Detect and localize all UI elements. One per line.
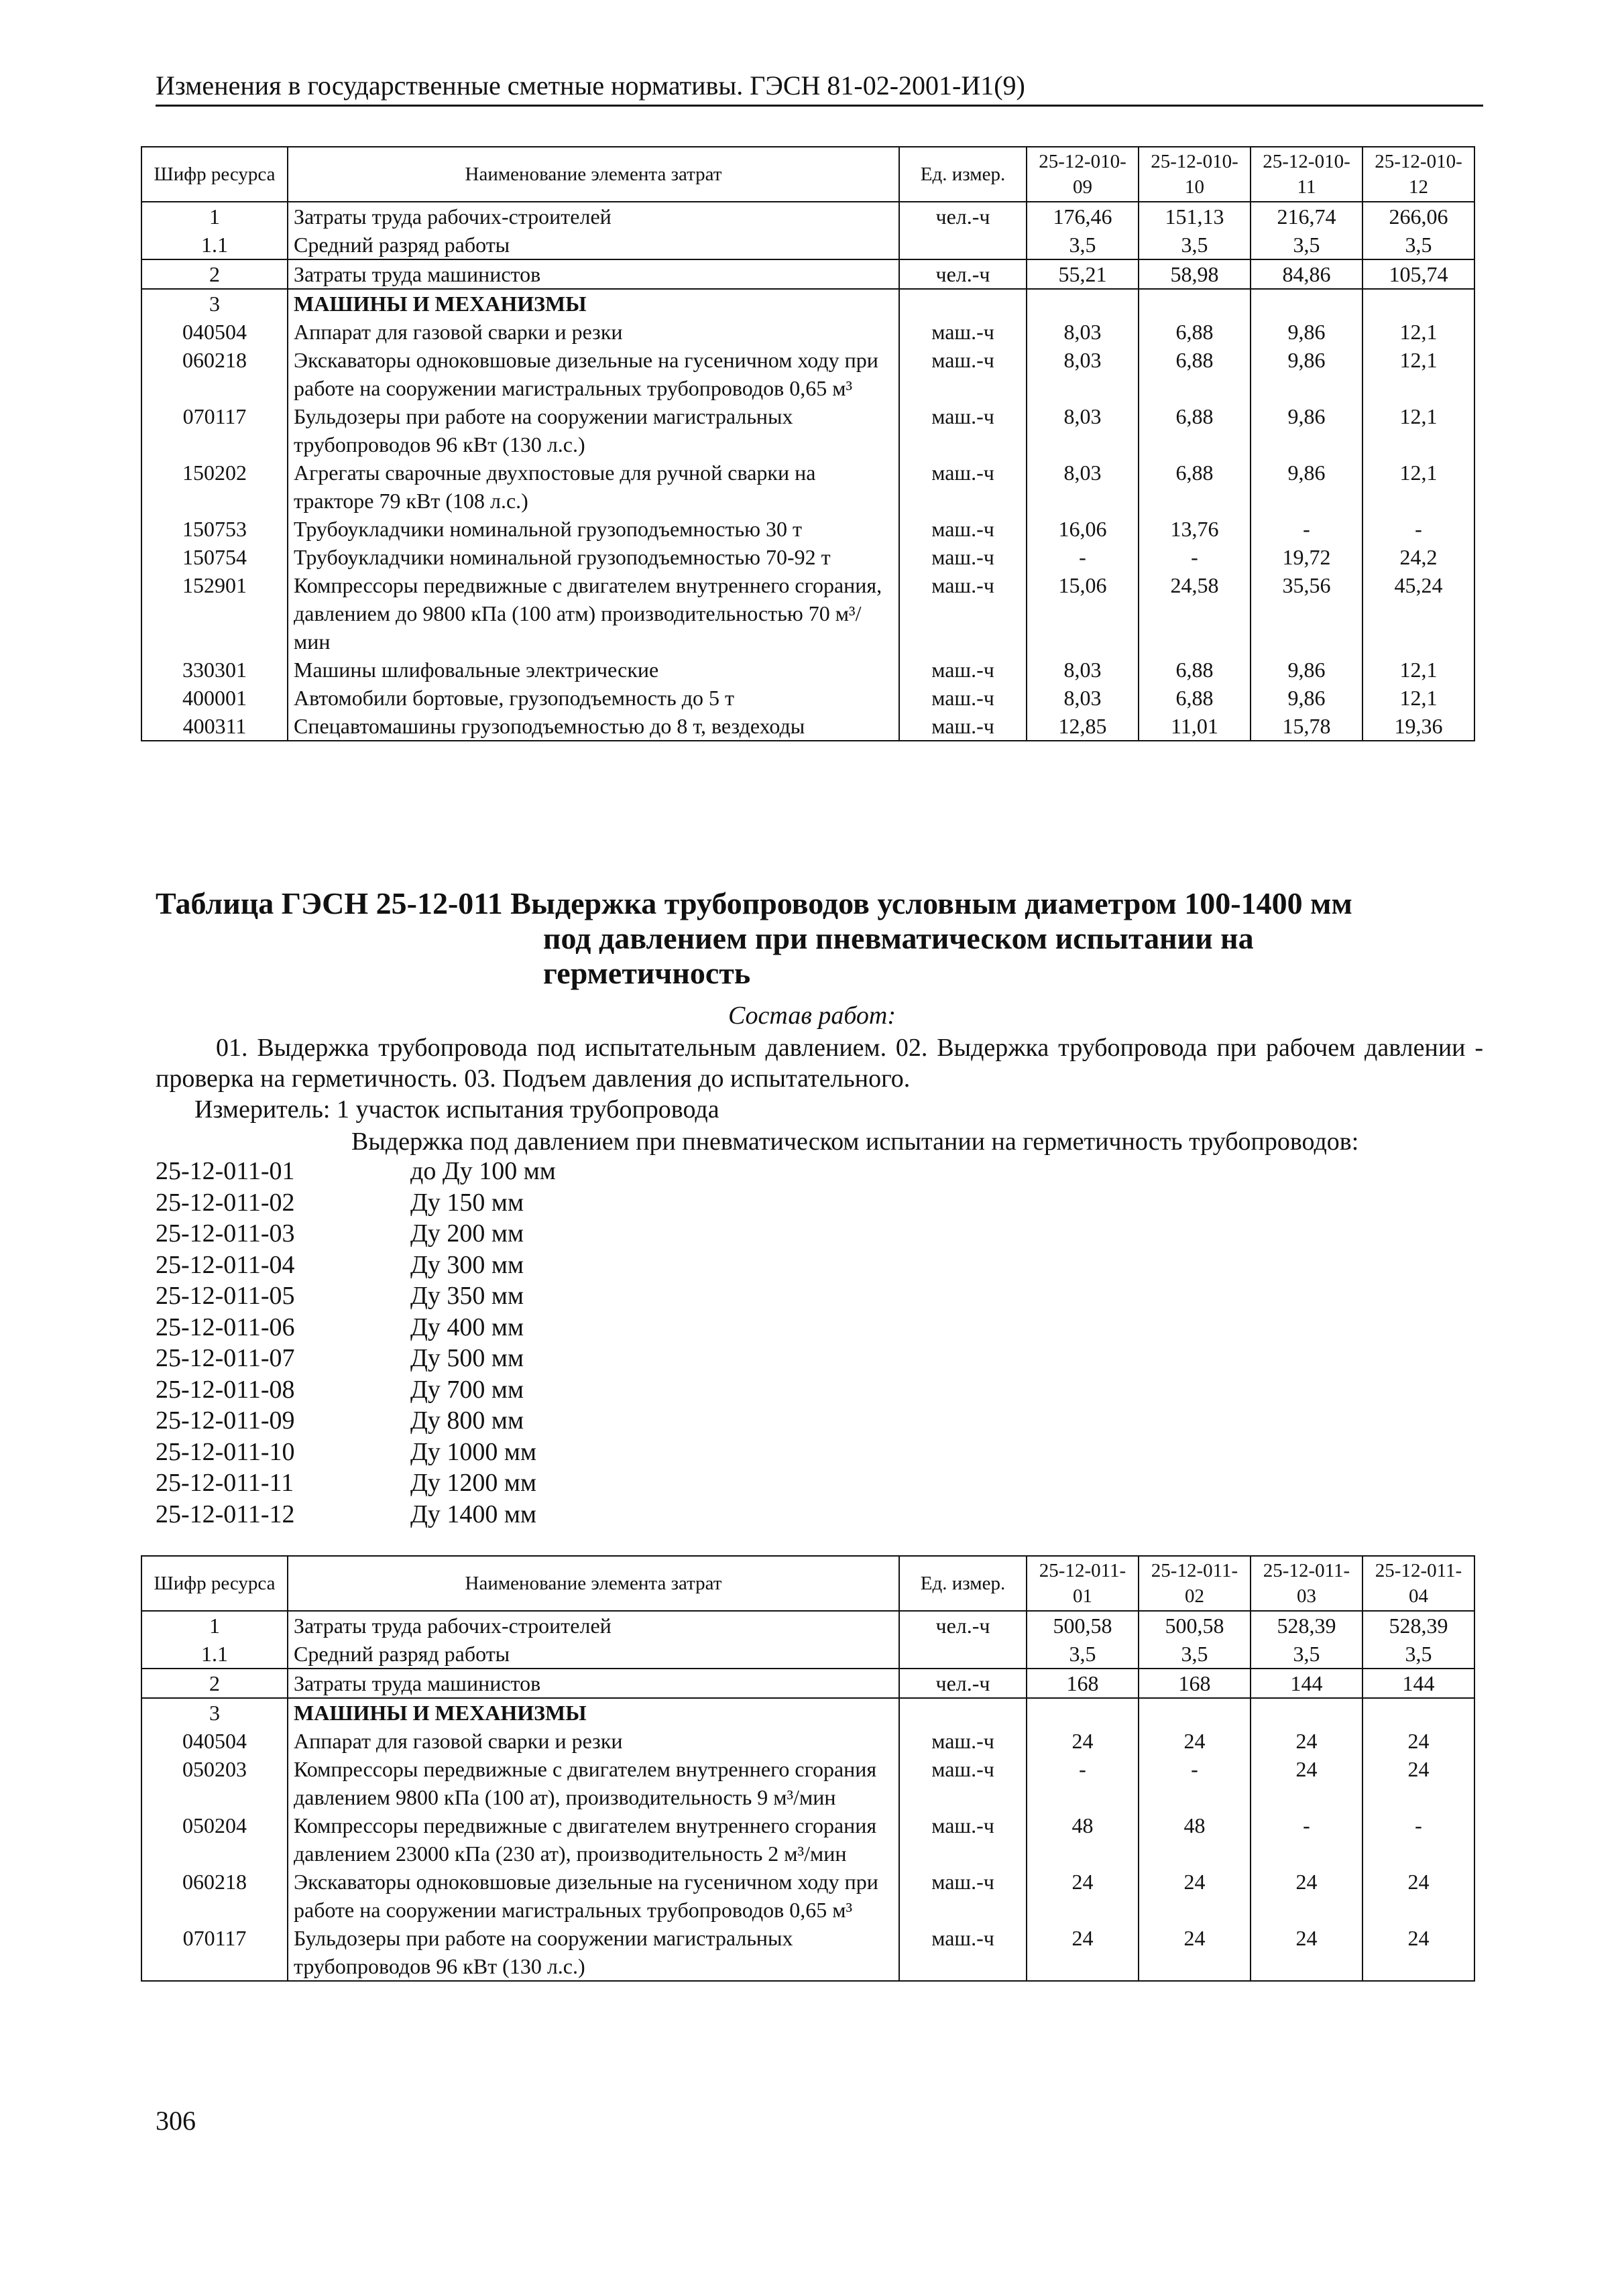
table-row <box>141 231 1474 259</box>
resource-value: 8,03 <box>1027 656 1139 684</box>
resource-code: 1 <box>141 202 288 231</box>
resource-code: 1.1 <box>141 231 288 259</box>
resource-value <box>1027 231 1139 259</box>
header-code: Шифр ресурса <box>141 1556 288 1611</box>
norm-description: Ду 150 мм <box>410 1188 524 1217</box>
resource-value <box>1251 1611 1362 1640</box>
norm-code: 25-12-011-07 <box>156 1344 295 1372</box>
table-row <box>141 259 1474 289</box>
table-row <box>141 1698 1474 1727</box>
resource-name: Бульдозеры при работе на сооружении магистральных трубопроводов 96 кВт (130 л.с.) <box>288 402 899 459</box>
resource-unit: чел.-ч <box>899 259 1027 289</box>
norm-code-row <box>156 1467 556 1499</box>
norm-description: Ду 800 мм <box>410 1406 524 1435</box>
resource-code: 152901 <box>141 571 288 656</box>
value-text: 3,5 <box>1069 1642 1096 1666</box>
resource-value: 8,03 <box>1027 346 1139 402</box>
resource-name: Компрессоры передвижные с двигателем внутреннего сгорания давлением 23000 кПа (230 ат), производительность 2 м³/мин <box>288 1811 899 1868</box>
header-code: Шифр ресурса <box>141 147 288 202</box>
resource-unit: чел.-ч <box>899 1669 1027 1698</box>
value-text: 151,13 <box>1165 204 1224 229</box>
resource-unit <box>899 1698 1027 1727</box>
value-text: 84,86 <box>1282 262 1331 286</box>
resource-unit: маш.-ч <box>899 543 1027 571</box>
norm-code-row <box>156 1374 556 1406</box>
resource-value <box>1027 1611 1139 1640</box>
table-title <box>156 886 1483 991</box>
resource-value: 24 <box>1027 1924 1139 1981</box>
resource-value: 9,86 <box>1251 318 1362 346</box>
resource-value: 24,2 <box>1362 543 1474 571</box>
resource-value: 24 <box>1251 1727 1362 1755</box>
resource-code: 060218 <box>141 1868 288 1924</box>
table-row <box>141 289 1474 318</box>
resource-value: 13,76 <box>1139 515 1251 543</box>
resource-value: - <box>1362 515 1474 543</box>
resource-code: 040504 <box>141 318 288 346</box>
resource-unit: маш.-ч <box>899 571 1027 656</box>
value-text: 168 <box>1066 1671 1099 1695</box>
resource-value: 9,86 <box>1251 459 1362 515</box>
header-norm-code: 25-12-010-12 <box>1362 147 1474 202</box>
resource-value <box>1251 1698 1362 1727</box>
work-composition-heading: Состав работ: <box>728 1002 896 1030</box>
header-unit: Ед. измер. <box>899 1556 1027 1611</box>
resource-value <box>1362 1640 1474 1669</box>
norm-description: Ду 200 мм <box>410 1219 524 1248</box>
value-text: 3,5 <box>1069 233 1096 257</box>
resource-value: - <box>1251 1811 1362 1868</box>
header-norm-code: 25-12-010-10 <box>1139 147 1251 202</box>
resource-unit: маш.-ч <box>899 515 1027 543</box>
resource-code: 060218 <box>141 346 288 402</box>
norm-description: Ду 500 мм <box>410 1344 524 1372</box>
table-row <box>141 684 1474 712</box>
norm-code-row <box>156 1187 556 1219</box>
value-text: 3,5 <box>1181 1642 1208 1666</box>
resource-unit: маш.-ч <box>899 318 1027 346</box>
resource-code: 3 <box>141 289 288 318</box>
resource-unit: маш.-ч <box>899 712 1027 741</box>
resource-unit: маш.-ч <box>899 684 1027 712</box>
resource-value: - <box>1027 1755 1139 1811</box>
resource-value: 12,1 <box>1362 684 1474 712</box>
resource-value <box>1139 1640 1251 1669</box>
table-title-line-3: герметичность <box>543 956 751 990</box>
norm-description: Ду 300 мм <box>410 1250 524 1279</box>
resource-unit <box>899 1640 1027 1669</box>
resource-code: 050204 <box>141 1811 288 1868</box>
norm-description: Ду 1400 мм <box>410 1500 537 1528</box>
resource-value <box>1139 1611 1251 1640</box>
norm-description: Ду 700 мм <box>410 1375 524 1404</box>
table-row <box>141 1727 1474 1755</box>
header-norm-code: 25-12-011-01 <box>1027 1556 1139 1611</box>
table-row <box>141 1640 1474 1669</box>
resource-value: 48 <box>1027 1811 1139 1868</box>
table-row <box>141 1811 1474 1868</box>
resource-code: 400311 <box>141 712 288 741</box>
value-text: 168 <box>1178 1671 1211 1695</box>
value-text: 176,46 <box>1053 204 1112 229</box>
value-text: 3,5 <box>1405 233 1432 257</box>
norm-description: Ду 1200 мм <box>410 1469 537 1497</box>
norm-code-row <box>156 1499 556 1530</box>
resource-name: Трубоукладчики номинальной грузоподъемностью 30 т <box>288 515 899 543</box>
norm-code-row <box>156 1312 556 1343</box>
norm-code: 25-12-011-08 <box>156 1375 295 1404</box>
norm-code: 25-12-011-06 <box>156 1313 295 1341</box>
resource-value <box>1139 259 1251 289</box>
resource-value: 24,58 <box>1139 571 1251 656</box>
resource-value: 6,88 <box>1139 684 1251 712</box>
norm-code: 25-12-011-02 <box>156 1188 295 1217</box>
resource-value <box>1027 289 1139 318</box>
table-row <box>141 318 1474 346</box>
resource-value: 15,06 <box>1027 571 1139 656</box>
resource-name: МАШИНЫ И МЕХАНИЗМЫ <box>288 1698 899 1727</box>
resource-unit <box>899 231 1027 259</box>
norm-code-row <box>156 1405 556 1437</box>
resource-value: 35,56 <box>1251 571 1362 656</box>
table-row <box>141 1868 1474 1924</box>
resource-value <box>1362 1698 1474 1727</box>
resource-value <box>1139 1698 1251 1727</box>
resource-value <box>1027 1669 1139 1698</box>
header-norm-code: 25-12-010-09 <box>1027 147 1139 202</box>
resource-value: 24 <box>1139 1868 1251 1924</box>
resource-code: 050203 <box>141 1755 288 1811</box>
resource-code: 1.1 <box>141 1640 288 1669</box>
header-unit: Ед. измер. <box>899 147 1027 202</box>
resource-code: 150202 <box>141 459 288 515</box>
resource-name: Спецавтомашины грузоподъемностью до 8 т, вездеходы <box>288 712 899 741</box>
resource-name: Экскаваторы одноковшовые дизельные на гусеничном ходу при работе на сооружении магистральных трубопроводов 0,65 м³ <box>288 346 899 402</box>
resource-code: 070117 <box>141 402 288 459</box>
resource-code: 3 <box>141 1698 288 1727</box>
resource-value <box>1251 202 1362 231</box>
resource-value <box>1027 1698 1139 1727</box>
resource-value: 24 <box>1362 1868 1474 1924</box>
resource-value: 12,1 <box>1362 318 1474 346</box>
table-row <box>141 402 1474 459</box>
resource-value: 6,88 <box>1139 459 1251 515</box>
resource-value: 9,86 <box>1251 684 1362 712</box>
header-norm-code: 25-12-011-02 <box>1139 1556 1251 1611</box>
resource-value: 6,88 <box>1139 402 1251 459</box>
resource-value: 24 <box>1139 1727 1251 1755</box>
resource-value: 12,1 <box>1362 656 1474 684</box>
norm-code: 25-12-011-01 <box>156 1157 295 1185</box>
resource-value: 24 <box>1362 1727 1474 1755</box>
resource-table-1 <box>141 146 1475 741</box>
resource-value: 16,06 <box>1027 515 1139 543</box>
resource-name: МАШИНЫ И МЕХАНИЗМЫ <box>288 289 899 318</box>
norm-description: до Ду 100 мм <box>410 1157 556 1185</box>
norm-code-row <box>156 1343 556 1374</box>
header-norm-code: 25-12-011-03 <box>1251 1556 1362 1611</box>
table-row <box>141 515 1474 543</box>
header-norm-code: 25-12-011-04 <box>1362 1556 1474 1611</box>
resource-name: Автомобили бортовые, грузоподъемность до 5 т <box>288 684 899 712</box>
resource-value <box>1251 1669 1362 1698</box>
resource-name: Трубоукладчики номинальной грузоподъемностью 70-92 т <box>288 543 899 571</box>
resource-value: 8,03 <box>1027 318 1139 346</box>
resource-value: 9,86 <box>1251 346 1362 402</box>
norm-code-list <box>156 1156 556 1530</box>
resource-value <box>1362 1669 1474 1698</box>
resource-name: Затраты труда машинистов <box>288 1669 899 1698</box>
resource-value <box>1139 289 1251 318</box>
resource-value: 15,78 <box>1251 712 1362 741</box>
resource-code: 070117 <box>141 1924 288 1981</box>
value-text: 500,58 <box>1165 1614 1224 1638</box>
norm-code: 25-12-011-11 <box>156 1469 294 1497</box>
resource-value <box>1027 202 1139 231</box>
resource-unit: маш.-ч <box>899 346 1027 402</box>
table-title-line-1: Таблица ГЭСН 25-12-011 Выдержка трубопроводов условным диаметром 100-1400 мм <box>156 886 1352 920</box>
resource-value: 19,36 <box>1362 712 1474 741</box>
value-text: 144 <box>1290 1671 1323 1695</box>
resource-value: 12,1 <box>1362 346 1474 402</box>
table-header-row <box>141 147 1474 202</box>
resource-value: 24 <box>1251 1924 1362 1981</box>
table-row <box>141 571 1474 656</box>
running-head: Изменения в государственные сметные нормативы. ГЭСН 81-02-2001-И1(9) <box>156 67 1483 107</box>
page-number: 306 <box>156 2106 196 2136</box>
value-text: 58,98 <box>1170 262 1219 286</box>
resource-name: Средний разряд работы <box>288 231 899 259</box>
resource-value: 9,86 <box>1251 402 1362 459</box>
table-row <box>141 1611 1474 1640</box>
norms-intro: Выдержка под давлением при пневматическом испытании на герметичность трубопроводов: <box>351 1128 1359 1156</box>
table-row <box>141 712 1474 741</box>
resource-value <box>1362 1611 1474 1640</box>
value-text: 144 <box>1402 1671 1435 1695</box>
resource-value <box>1027 259 1139 289</box>
header-norm-code: 25-12-010-11 <box>1251 147 1362 202</box>
header-name: Наименование элемента затрат <box>288 147 899 202</box>
table-row <box>141 202 1474 231</box>
resource-value <box>1362 289 1474 318</box>
resource-value: 11,01 <box>1139 712 1251 741</box>
resource-value: 9,86 <box>1251 656 1362 684</box>
resource-value <box>1362 231 1474 259</box>
resource-value: 6,88 <box>1139 656 1251 684</box>
resource-value: 24 <box>1251 1868 1362 1924</box>
resource-unit: маш.-ч <box>899 1755 1027 1811</box>
resource-unit: маш.-ч <box>899 402 1027 459</box>
norm-code-row <box>156 1250 556 1281</box>
resource-unit: чел.-ч <box>899 202 1027 231</box>
value-text: 3,5 <box>1293 233 1320 257</box>
resource-value <box>1362 259 1474 289</box>
table-row <box>141 1755 1474 1811</box>
table-row <box>141 656 1474 684</box>
resource-value: 6,88 <box>1139 346 1251 402</box>
resource-unit: маш.-ч <box>899 459 1027 515</box>
value-text: 3,5 <box>1293 1642 1320 1666</box>
resource-value: 12,85 <box>1027 712 1139 741</box>
resource-name: Экскаваторы одноковшовые дизельные на гусеничном ходу при работе на сооружении магистральных трубопроводов 0,65 м³ <box>288 1868 899 1924</box>
resource-value: 8,03 <box>1027 684 1139 712</box>
resource-name: Затраты труда рабочих-строителей <box>288 202 899 231</box>
resource-value: - <box>1251 515 1362 543</box>
resource-unit: маш.-ч <box>899 1811 1027 1868</box>
measure-unit: Измеритель: 1 участок испытания трубопровода <box>194 1095 719 1124</box>
norm-code-row <box>156 1280 556 1312</box>
resource-name: Компрессоры передвижные с двигателем внутреннего сгорания давлением 9800 кПа (100 ат), производительность 9 м³/мин <box>288 1755 899 1811</box>
value-text: 500,58 <box>1053 1614 1112 1638</box>
norm-code: 25-12-011-10 <box>156 1437 295 1466</box>
norm-description: Ду 350 мм <box>410 1282 524 1310</box>
table-row <box>141 1669 1474 1698</box>
resource-value: 24 <box>1027 1727 1139 1755</box>
resource-value: - <box>1362 1811 1474 1868</box>
resource-name: Затраты труда рабочих-строителей <box>288 1611 899 1640</box>
resource-name: Аппарат для газовой сварки и резки <box>288 318 899 346</box>
resource-name: Аппарат для газовой сварки и резки <box>288 1727 899 1755</box>
resource-name: Средний разряд работы <box>288 1640 899 1669</box>
resource-value: 12,1 <box>1362 402 1474 459</box>
norm-code-row <box>156 1437 556 1468</box>
resource-value: - <box>1139 1755 1251 1811</box>
norm-code: 25-12-011-05 <box>156 1282 295 1310</box>
resource-value: 8,03 <box>1027 402 1139 459</box>
resource-name: Машины шлифовальные электрические <box>288 656 899 684</box>
norm-description: Ду 1000 мм <box>410 1437 537 1466</box>
value-text: 216,74 <box>1277 204 1336 229</box>
resource-value: 45,24 <box>1362 571 1474 656</box>
resource-code: 1 <box>141 1611 288 1640</box>
resource-value <box>1251 259 1362 289</box>
resource-name: Затраты труда машинистов <box>288 259 899 289</box>
resource-value <box>1139 231 1251 259</box>
resource-value <box>1251 1640 1362 1669</box>
resource-name: Бульдозеры при работе на сооружении магистральных трубопроводов 96 кВт (130 л.с.) <box>288 1924 899 1981</box>
resource-value <box>1362 202 1474 231</box>
resource-value: 6,88 <box>1139 318 1251 346</box>
table-header-row <box>141 1556 1474 1611</box>
resource-unit: маш.-ч <box>899 1924 1027 1981</box>
norm-code: 25-12-011-12 <box>156 1500 295 1528</box>
value-text: 266,06 <box>1389 204 1448 229</box>
resource-unit: маш.-ч <box>899 1727 1027 1755</box>
resource-code: 400001 <box>141 684 288 712</box>
resource-value <box>1139 202 1251 231</box>
resource-unit: маш.-ч <box>899 1868 1027 1924</box>
value-text: 3,5 <box>1405 1642 1432 1666</box>
value-text: 3,5 <box>1181 233 1208 257</box>
resource-value: 24 <box>1362 1924 1474 1981</box>
resource-code: 150753 <box>141 515 288 543</box>
table-row <box>141 346 1474 402</box>
norm-code: 25-12-011-04 <box>156 1250 295 1279</box>
value-text: 528,39 <box>1389 1614 1448 1638</box>
resource-value: - <box>1027 543 1139 571</box>
resource-value: 48 <box>1139 1811 1251 1868</box>
norm-code-row <box>156 1156 556 1187</box>
resource-value <box>1251 289 1362 318</box>
table-row <box>141 459 1474 515</box>
resource-value <box>1251 231 1362 259</box>
table-row <box>141 543 1474 571</box>
table-row <box>141 1924 1474 1981</box>
resource-value: - <box>1139 543 1251 571</box>
norm-code: 25-12-011-09 <box>156 1406 295 1435</box>
resource-code: 2 <box>141 259 288 289</box>
value-text: 55,21 <box>1058 262 1107 286</box>
resource-name: Агрегаты сварочные двухпостовые для ручной сварки на тракторе 79 кВт (108 л.с.) <box>288 459 899 515</box>
resource-value <box>1139 1669 1251 1698</box>
norm-description: Ду 400 мм <box>410 1313 524 1341</box>
resource-table-2 <box>141 1555 1475 1982</box>
table-title-line-2: под давлением при пневматическом испытании на <box>543 921 1254 955</box>
resource-code: 330301 <box>141 656 288 684</box>
resource-name: Компрессоры передвижные с двигателем внутреннего сгорания, давлением до 9800 кПа (100 атм) производительностью 70 м³/мин <box>288 571 899 656</box>
resource-unit: чел.-ч <box>899 1611 1027 1640</box>
resource-code: 2 <box>141 1669 288 1698</box>
norm-code-row <box>156 1218 556 1250</box>
resource-unit: маш.-ч <box>899 656 1027 684</box>
norm-code: 25-12-011-03 <box>156 1219 295 1248</box>
resource-value: 24 <box>1362 1755 1474 1811</box>
resource-value: 24 <box>1139 1924 1251 1981</box>
header-name: Наименование элемента затрат <box>288 1556 899 1611</box>
resource-value: 8,03 <box>1027 459 1139 515</box>
resource-code: 150754 <box>141 543 288 571</box>
resource-value <box>1027 1640 1139 1669</box>
value-text: 528,39 <box>1277 1614 1336 1638</box>
resource-value: 19,72 <box>1251 543 1362 571</box>
resource-value: 24 <box>1251 1755 1362 1811</box>
resource-value: 12,1 <box>1362 459 1474 515</box>
resource-unit <box>899 289 1027 318</box>
work-composition-text: 01. Выдержка трубопровода под испытательным давлением. 02. Выдержка трубопровода при рабочем давлении - проверка на герметичность. 03. Подъем давления до испытательного. <box>156 1034 1483 1093</box>
resource-code: 040504 <box>141 1727 288 1755</box>
resource-value: 24 <box>1027 1868 1139 1924</box>
value-text: 105,74 <box>1389 262 1448 286</box>
